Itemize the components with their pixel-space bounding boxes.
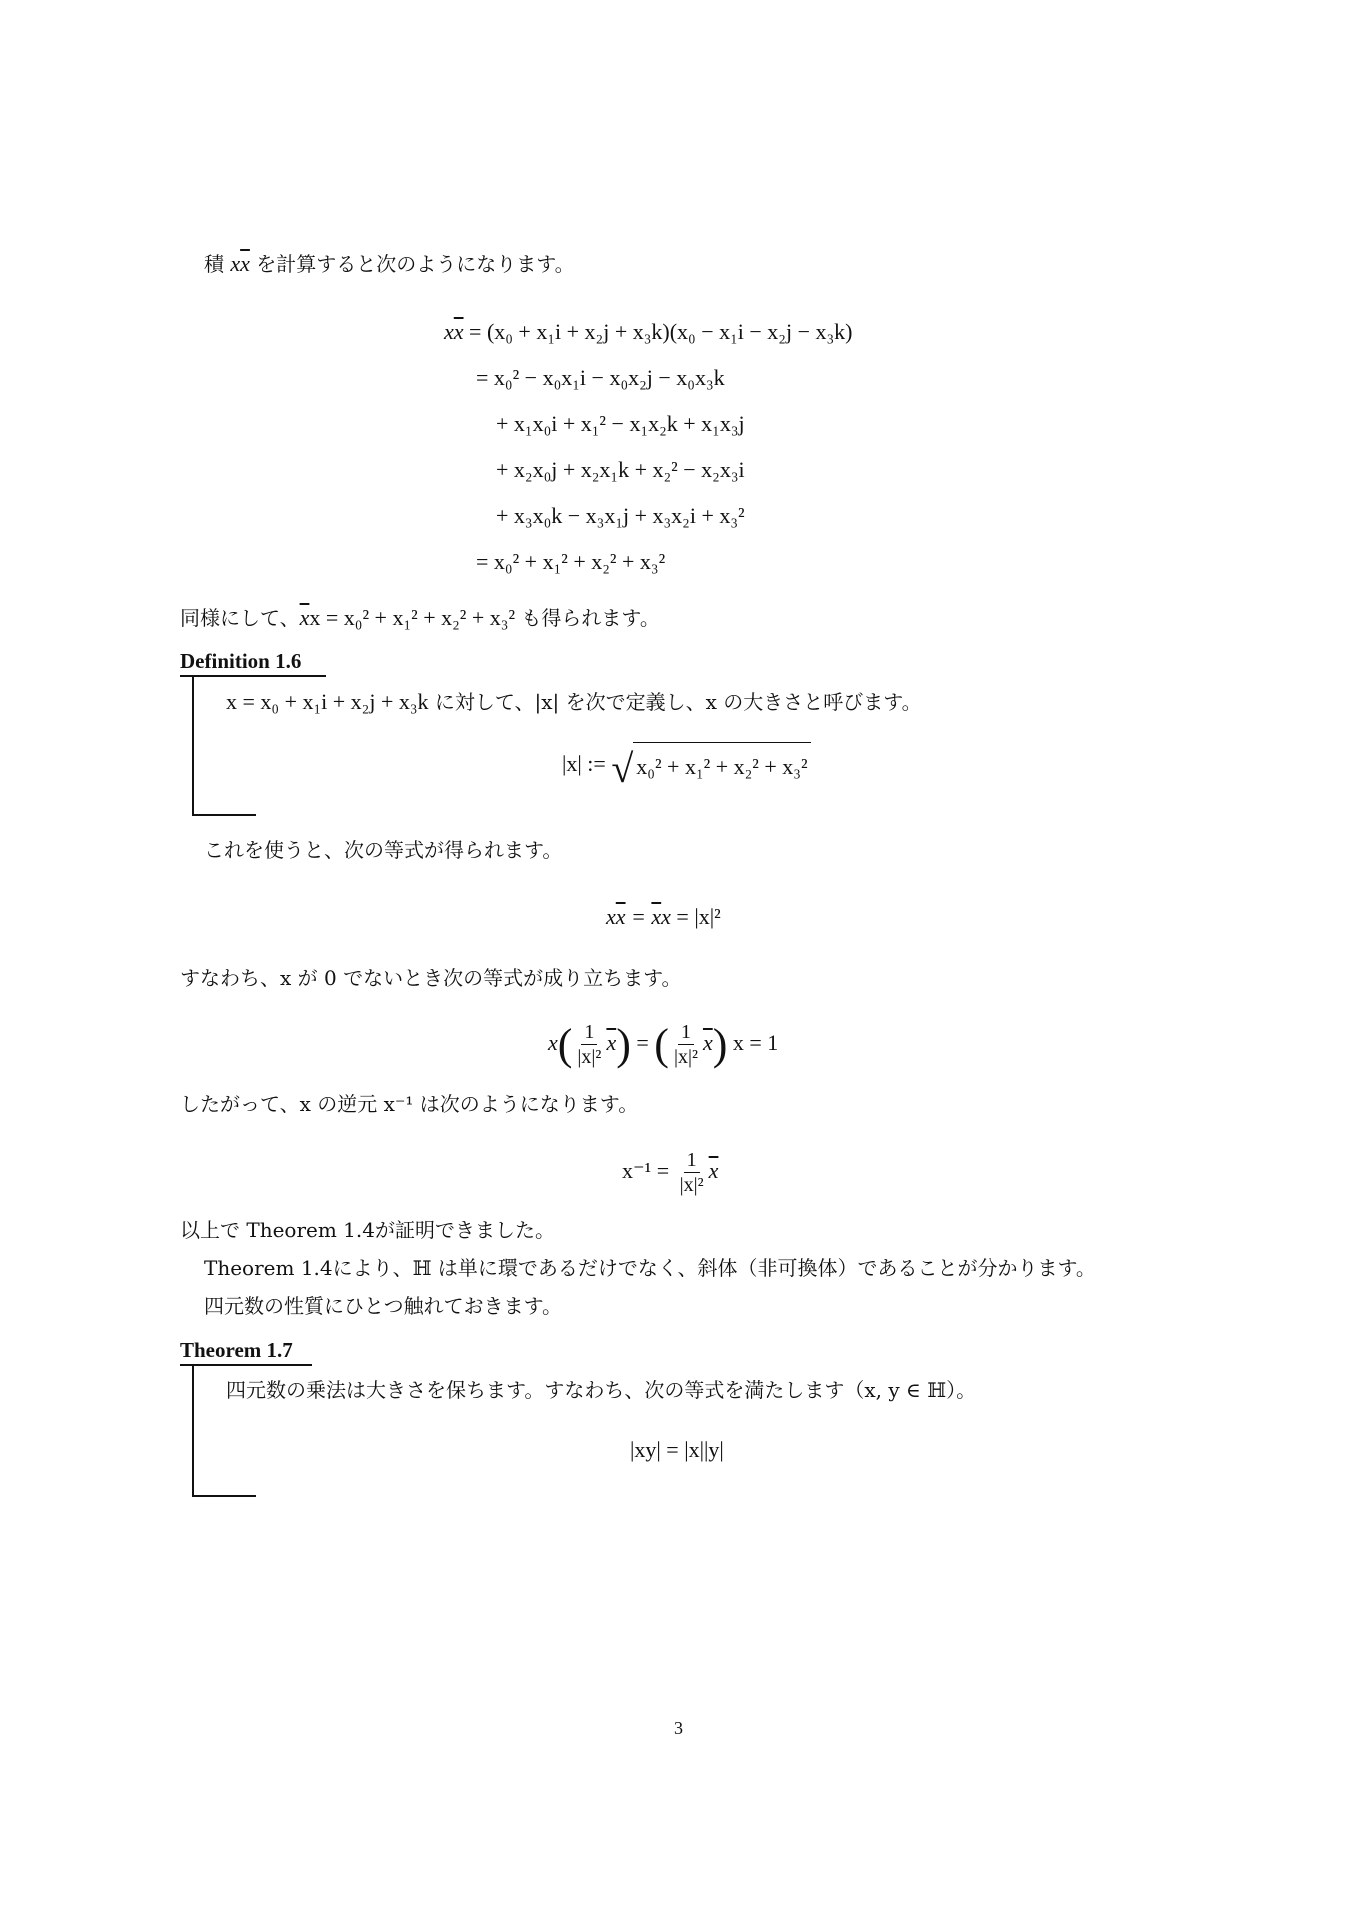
definition-formula: [562, 742, 811, 792]
therefore-formula: x⁻¹ = $\frac{1}{\text{|x|²}}$ $\overline{x}$: [622, 1149, 719, 1197]
definition-box-bottom: [192, 814, 256, 816]
definition-text: [226, 688, 922, 716]
similarly-prefix: 同様にして、: [180, 606, 300, 630]
using-paragraph: これを使うと、次の等式が得られます。: [204, 838, 563, 862]
namely-rhs: x = 1: [732, 1030, 779, 1055]
namely-frac-1: $\frac{1}{\text{|x|²}}$: [577, 1021, 602, 1069]
expansion-line-2: = x₀² − x₀x₁i − x₀x₂j − x₀x₃k: [476, 365, 725, 390]
sqrt-symbol: √ x₀² + x₁² + x₂² + x₃²: [611, 742, 810, 789]
page-number: 3: [674, 1718, 683, 1738]
proved-paragraph: 以上で Theorem 1.4が証明できました。: [180, 1218, 555, 1242]
using-formula-rest: = |x|²: [676, 904, 721, 929]
using-formula: $x\overline{x} = \overline{x}x = |x|^2$: [606, 904, 721, 929]
namely-paragraph: すなわち、x が 0 でないとき次の等式が成り立ちます。: [180, 966, 682, 990]
intro-prefix: 積: [204, 252, 231, 276]
theorem-box-bottom: [192, 1495, 256, 1497]
properties-paragraph: 四元数の性質にひとつ触れておきます。: [204, 1294, 562, 1318]
definition-text-formula: x = x₀ + x₁i + x₂j + x₃k: [226, 689, 429, 714]
definition-box-left: [192, 676, 194, 816]
expansion-line-1: $x\overline{x} = (x_0 + x_1i + x_2j + x_3k)(x_0 - x_1i - x_2j - x_3k)$: [444, 319, 853, 344]
definition-title: Definition 1.6: [180, 649, 302, 673]
therefore-lhs: x⁻¹ =: [622, 1158, 670, 1183]
therefore-paragraph: したがって、x の逆元 x⁻¹ は次のようになります。: [180, 1092, 639, 1116]
definition-text-suffix: に対して、|x| を次で定義し、x の大きさと呼びます。: [428, 690, 922, 714]
definition-lhs: |x| :=: [562, 751, 606, 776]
expansion-line-4: + x₂x₀j + x₂x₁k + x₂² − x₂x₃i: [496, 457, 745, 482]
expansion-line-6: = x₀² + x₁² + x₂² + x₃²: [476, 549, 666, 574]
theorem-title: Theorem 1.7: [180, 1338, 293, 1362]
similarly-suffix: も得られます。: [515, 606, 660, 630]
theorem-box-left: [192, 1365, 194, 1497]
intro-paragraph: [204, 250, 575, 278]
definition-radicand: x₀² + x₁² + x₂² + x₃²: [633, 742, 810, 789]
namely-frac-2: $\frac{1}{\text{|x|²}}$: [673, 1021, 698, 1069]
theorem-formula: |xy| = |x||y|: [630, 1437, 724, 1462]
namely-formula: x( $\frac{1}{\text{|x|²}}$ $\overline{x}$) = ( $\frac{1}{\text{|x|²}}$ $\overline{x}$) x = 1: [548, 1019, 779, 1069]
definition-title-rule: [180, 675, 326, 677]
intro-math: $x\overline{x}$: [230, 251, 250, 276]
expansion-line-3: + x₁x₀i + x₁² − x₁x₂k + x₁x₃j: [496, 411, 745, 436]
intro-suffix: を計算すると次のようになります。: [249, 252, 575, 276]
expansion-line-5: + x₃x₀k − x₃x₁j + x₃x₂i + x₃²: [496, 503, 745, 528]
therefore-frac: $\frac{1}{\text{|x|²}}$: [679, 1149, 704, 1197]
similarly-xbar: $\overline{x}$: [299, 605, 310, 630]
expansion-line-1-text: = (x₀ + x₁i + x₂j + x₃k)(x₀ − x₁i − x₂j − x₃k): [469, 319, 853, 344]
conclusion-paragraph: Theorem 1.4により、ℍ は単に環であるだけでなく、斜体（非可換体）であることが分かります。: [204, 1256, 1096, 1280]
similarly-paragraph: [180, 604, 660, 632]
theorem-text: 四元数の乗法は大きさを保ちます。すなわち、次の等式を満たします（x, y ∈ ℍ）。: [226, 1378, 977, 1402]
theorem-title-rule: [180, 1364, 312, 1366]
similarly-formula: x = x₀² + x₁² + x₂² + x₃²: [309, 605, 516, 630]
